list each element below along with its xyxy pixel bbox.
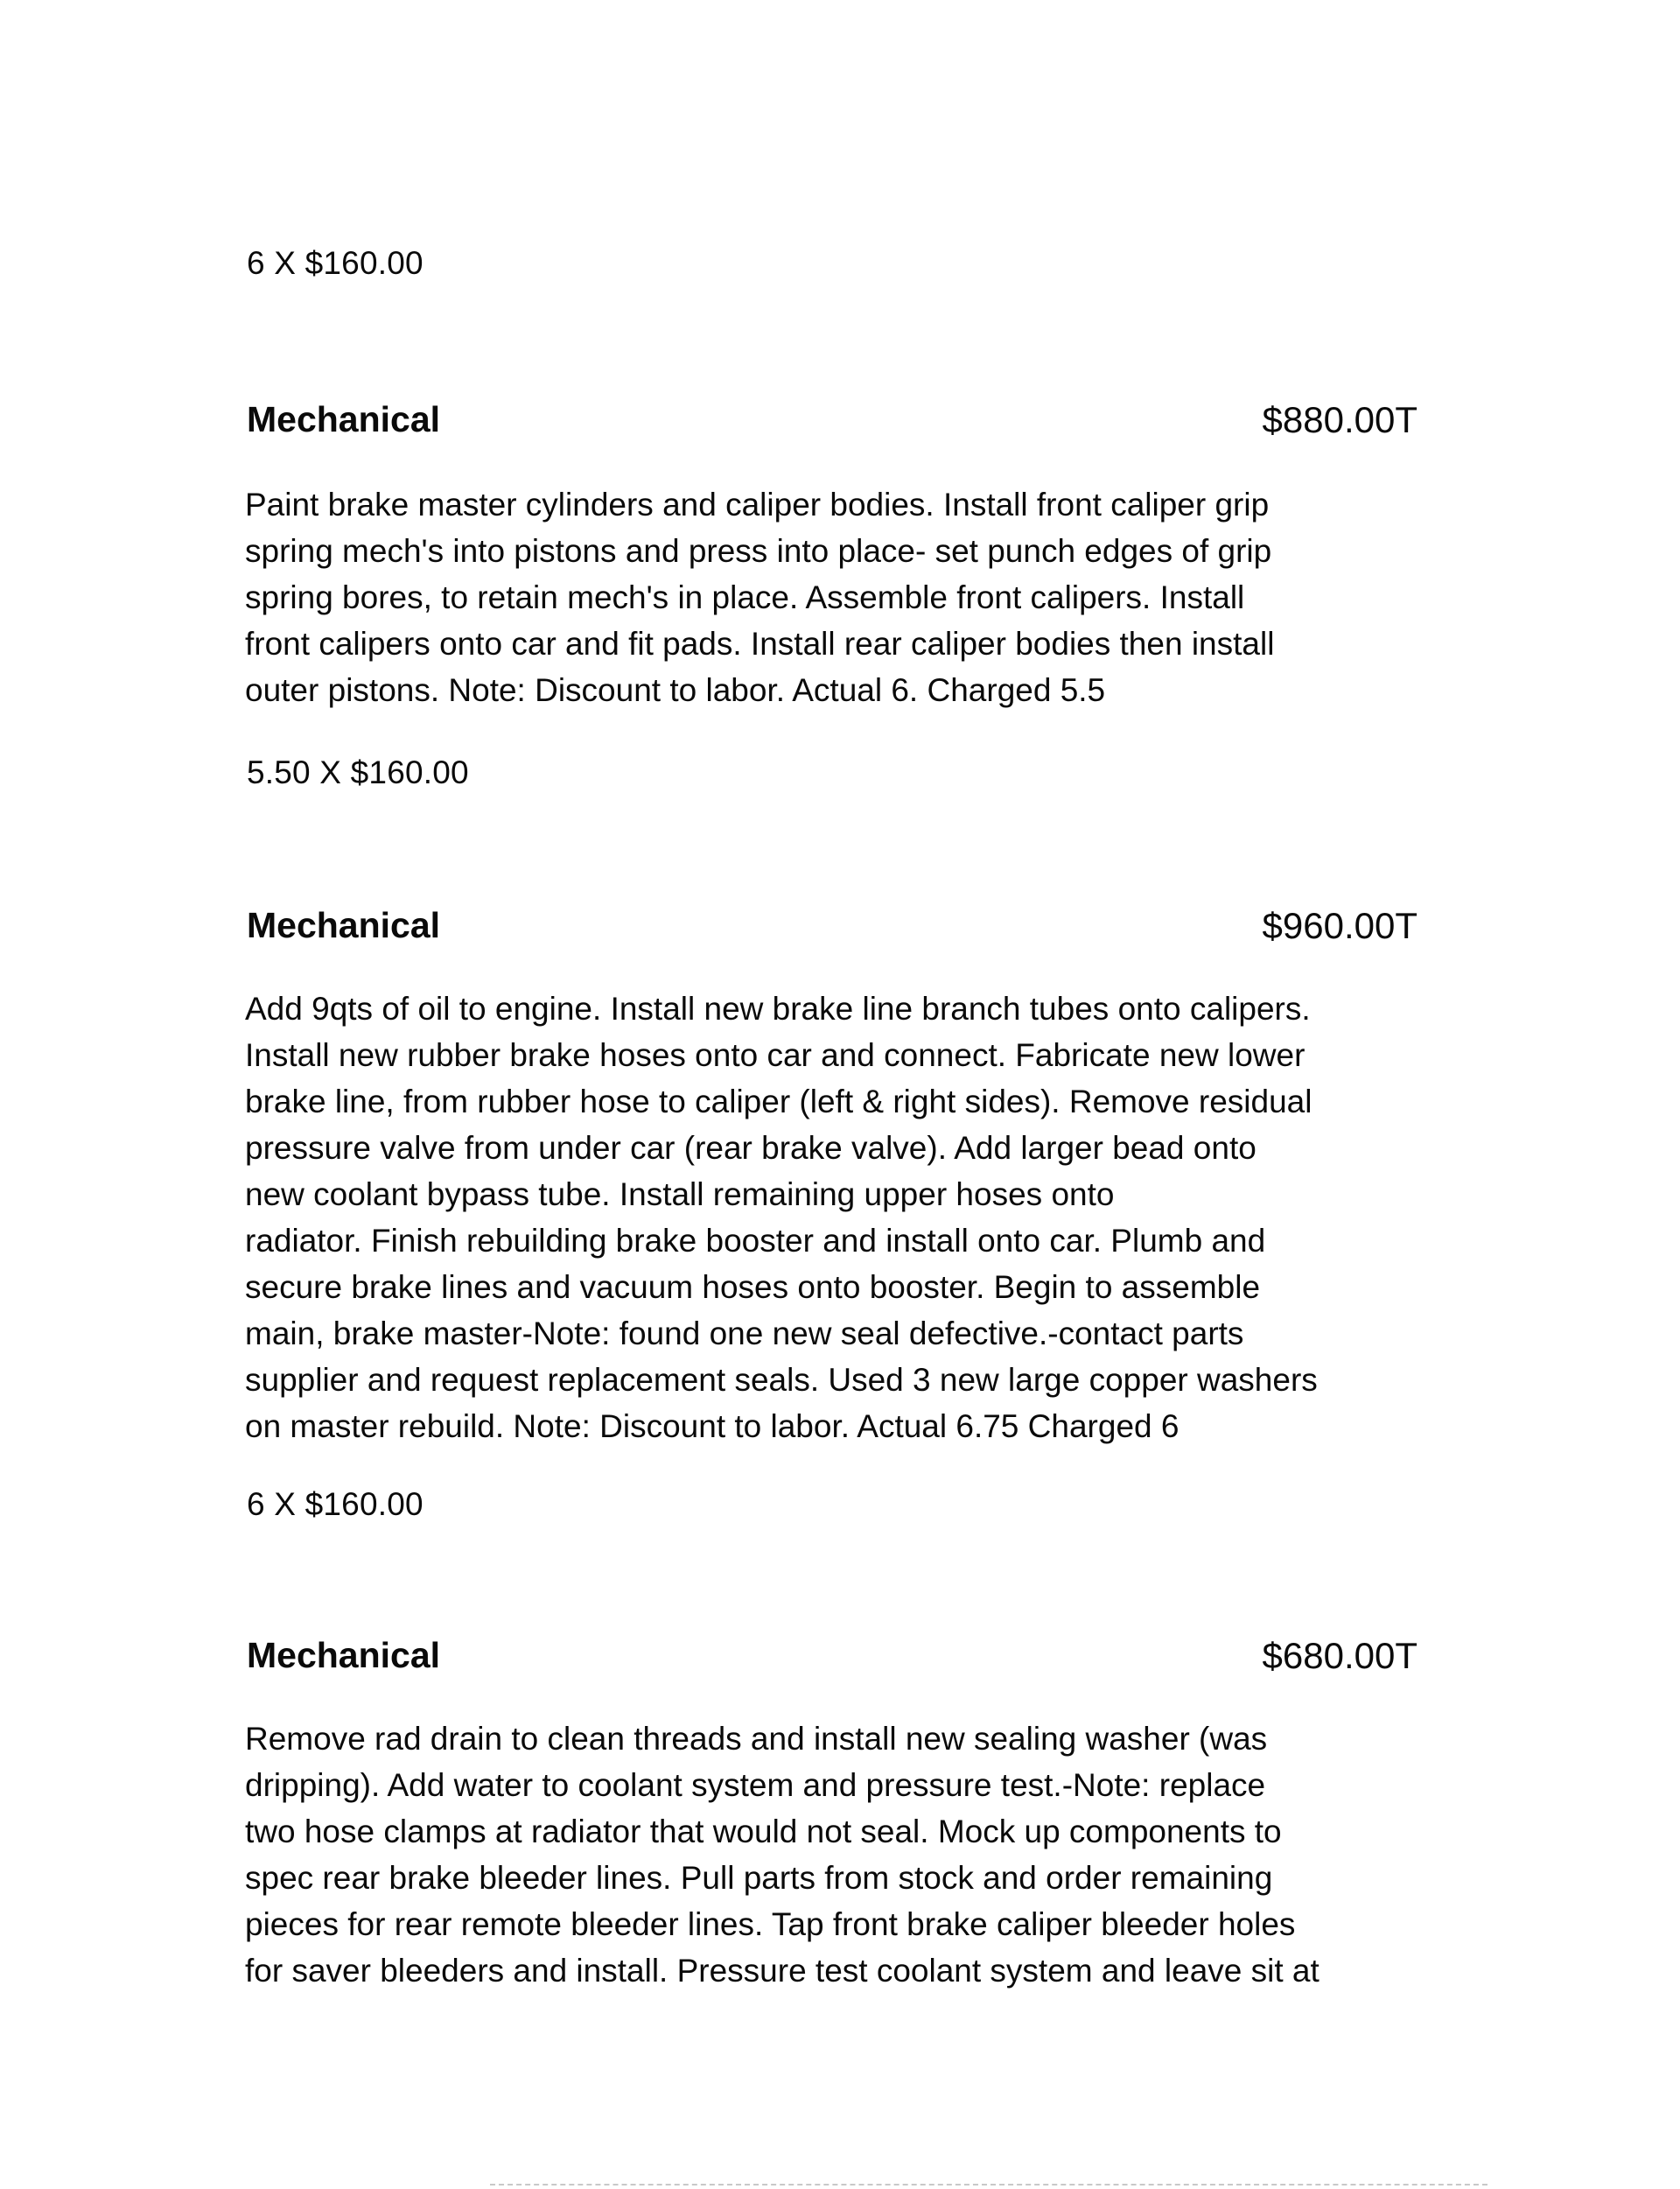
scan-edge-divider	[490, 2184, 1488, 2185]
line-item-amount: $960.00T	[1262, 905, 1418, 946]
line-item-category: Mechanical	[247, 399, 441, 439]
line-item-category: Mechanical	[247, 1635, 441, 1675]
line-item-category: Mechanical	[247, 905, 441, 945]
line-item-description: Remove rad drain to clean threads and install new sealing washer (was dripping). Add water to coolant system and pressure test.-Note: replace two hose clamps at radiator that would not seal. Mock up components to spec rear brake bleeder lines. Pull parts from stock and order remaining pieces for rear remote bleeder lines. Tap front brake caliper bleeder holes for saver bleeders and install. Pressure test coolant system and leave sit at	[245, 1721, 1320, 1989]
line-item-header	[247, 905, 1418, 958]
line-item-description: Add 9qts of oil to engine. Install new brake line branch tubes onto calipers. Install new rubber brake hoses onto car and connect. Fabricate new lower brake line, from rubber hose to caliper (left & right sides). Remove residual pressure valve from under car (rear brake valve). Add larger bead onto new coolant bypass tube. Install remaining upper hoses onto radiator. Finish rebuilding brake booster and install onto car. Plumb and secure brake lines and vacuum hoses onto booster. Begin to assemble main, brake master-Note: found one new seal defective.-contact parts supplier and request replacement seals. Used 3 new large copper washers on master rebuild. Note: Discount to labor. Actual 6.75 Charged 6	[245, 991, 1318, 1444]
line-item-description: Paint brake master cylinders and caliper bodies. Install front caliper grip spring mech's into pistons and press into place- set punch edges of grip spring bores, to retain mech's in place. Assemble front calipers. Install front calipers onto car and fit pads. Install rear caliper bodies then install outer pistons. Note: Discount to labor. Actual 6. Charged 5.5	[245, 487, 1275, 708]
line-item-amount: $680.00T	[1262, 1635, 1418, 1676]
line-item-header	[247, 1635, 1418, 1687]
line-item-amount: $880.00T	[1262, 399, 1418, 440]
line-item-header	[247, 399, 1418, 452]
labor-rate-line: 6 X $160.00	[247, 245, 424, 281]
labor-rate-line: 5.50 X $160.00	[247, 754, 469, 790]
labor-rate-line: 6 X $160.00	[247, 1486, 424, 1522]
